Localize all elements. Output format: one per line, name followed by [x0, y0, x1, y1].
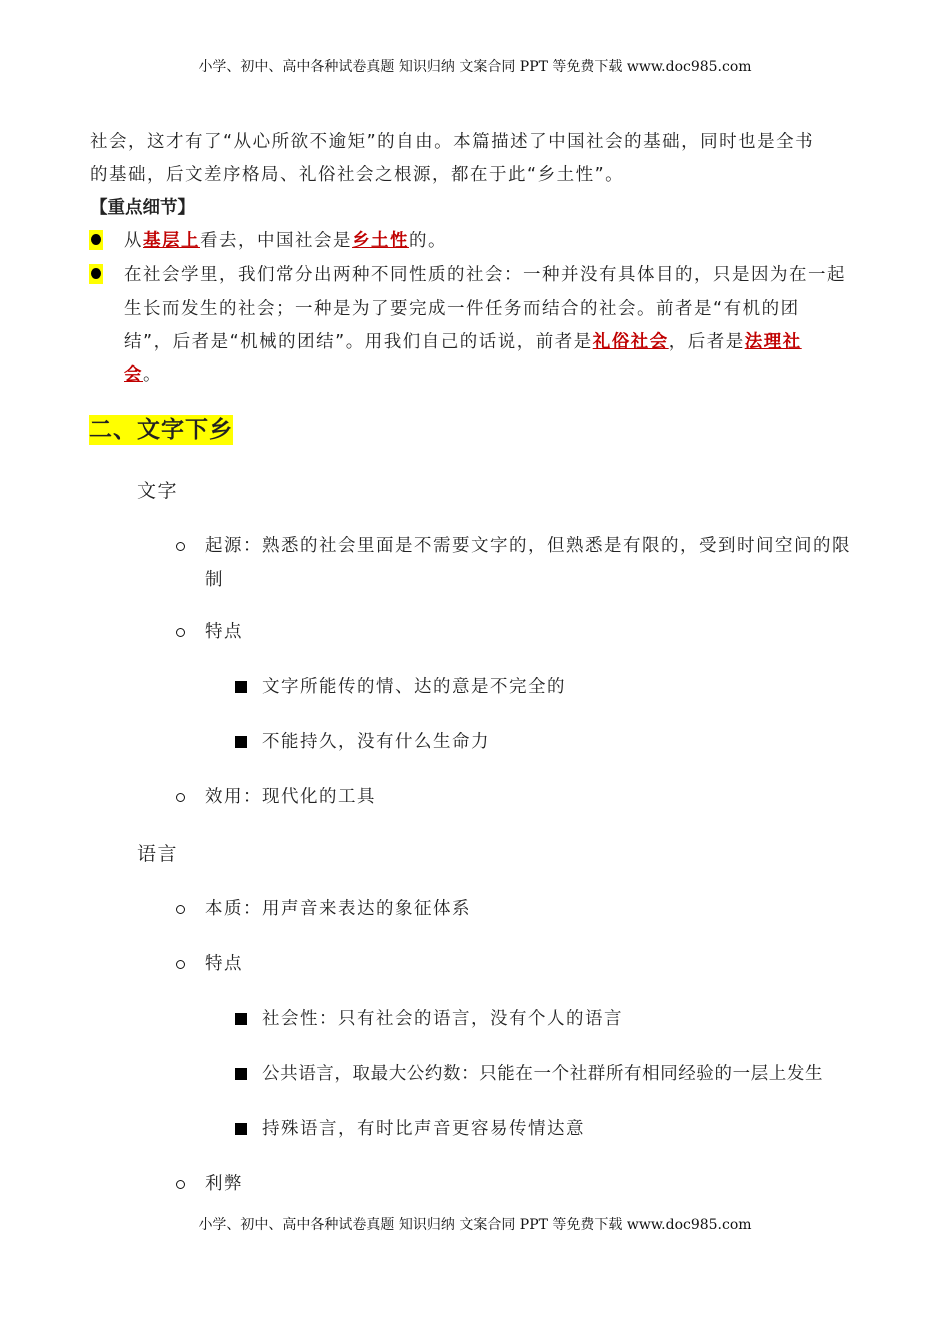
- circle-bullet-icon: [176, 960, 185, 969]
- bullet-2-line-2: 生长而发生的社会；一种是为了要完成一件任务而结合的社会。前者是“有机的团: [124, 299, 800, 319]
- keyword-link: 会: [124, 365, 143, 385]
- feature-item: 不能持久，没有什么生命力: [262, 732, 490, 752]
- circle-bullet-icon: [176, 793, 185, 802]
- circle-bullet-icon: [176, 542, 185, 551]
- text: ，后者是: [668, 332, 745, 352]
- text: 结”，后者是“机械的团结”。用我们自己的话说，前者是: [124, 332, 593, 352]
- feature-label: 特点: [205, 954, 243, 974]
- keyword-link: 乡土性: [352, 231, 409, 251]
- circle-bullet-icon: [176, 1180, 185, 1189]
- text: 从: [124, 231, 143, 251]
- square-bullet-icon: [235, 736, 247, 748]
- subheading-wenzi: 文字: [137, 480, 179, 502]
- bullet-2-line-3: [124, 330, 802, 354]
- bullet-icon: [89, 264, 103, 284]
- square-bullet-icon: [235, 1068, 247, 1080]
- effect-item: 效用：现代化的工具: [205, 787, 376, 807]
- origin-line-1: 起源：熟悉的社会里面是不需要文字的，但熟悉是有限的，受到时间空间的限: [205, 536, 851, 556]
- essence-item: 本质：用声音来表达的象征体系: [205, 899, 471, 919]
- origin-line-2: 制: [205, 570, 224, 590]
- keyword-link: 礼俗社会: [592, 332, 669, 352]
- bullet-2-line-1: 在社会学里，我们常分出两种不同性质的社会：一种并没有具体目的，只是因为在一起: [124, 265, 846, 285]
- intro-line-2: 的基础，后文差序格局、礼俗社会之根源，都在于此“乡土性”。: [90, 165, 625, 185]
- circle-bullet-icon: [176, 905, 185, 914]
- circle-bullet-icon: [176, 628, 185, 637]
- square-bullet-icon: [235, 681, 247, 693]
- keyword-link: 法理社: [744, 332, 802, 352]
- text: 的。: [409, 231, 447, 251]
- page-footer: 小学、初中、高中各种试卷真题 知识归纳 文案合同 PPT 等免费下载 www.doc985.com: [198, 1217, 752, 1233]
- feature-item: 持殊语言，有时比声音更容易传情达意: [262, 1119, 585, 1139]
- feature-item: 社会性：只有社会的语言，没有个人的语言: [262, 1009, 623, 1029]
- page-header: 小学、初中、高中各种试卷真题 知识归纳 文案合同 PPT 等免费下载 www.doc985.com: [198, 59, 752, 75]
- subheading-yuyan: 语言: [137, 843, 179, 865]
- text: 。: [143, 365, 162, 385]
- key-details-title: 【重点细节】: [90, 198, 195, 218]
- intro-line-1: 社会，这才有了“从心所欲不逾矩”的自由。本篇描述了中国社会的基础，同时也是全书: [90, 132, 815, 152]
- keyword-link: 基层上: [143, 231, 200, 251]
- feature-item: 文字所能传的情、达的意是不完全的: [262, 677, 566, 697]
- feature-item: 公共语言，取最大公约数：只能在一个社群所有相同经验的一层上发生: [262, 1064, 824, 1084]
- square-bullet-icon: [235, 1013, 247, 1025]
- bullet-2-line-4: [124, 363, 162, 387]
- text: 看去，中国社会是: [200, 231, 352, 251]
- bullet-1: [124, 229, 447, 253]
- pros-cons-item: 利弊: [205, 1174, 243, 1194]
- square-bullet-icon: [235, 1123, 247, 1135]
- section-heading: 二、文字下乡: [89, 417, 233, 443]
- feature-label: 特点: [205, 622, 243, 642]
- bullet-icon: [89, 230, 103, 250]
